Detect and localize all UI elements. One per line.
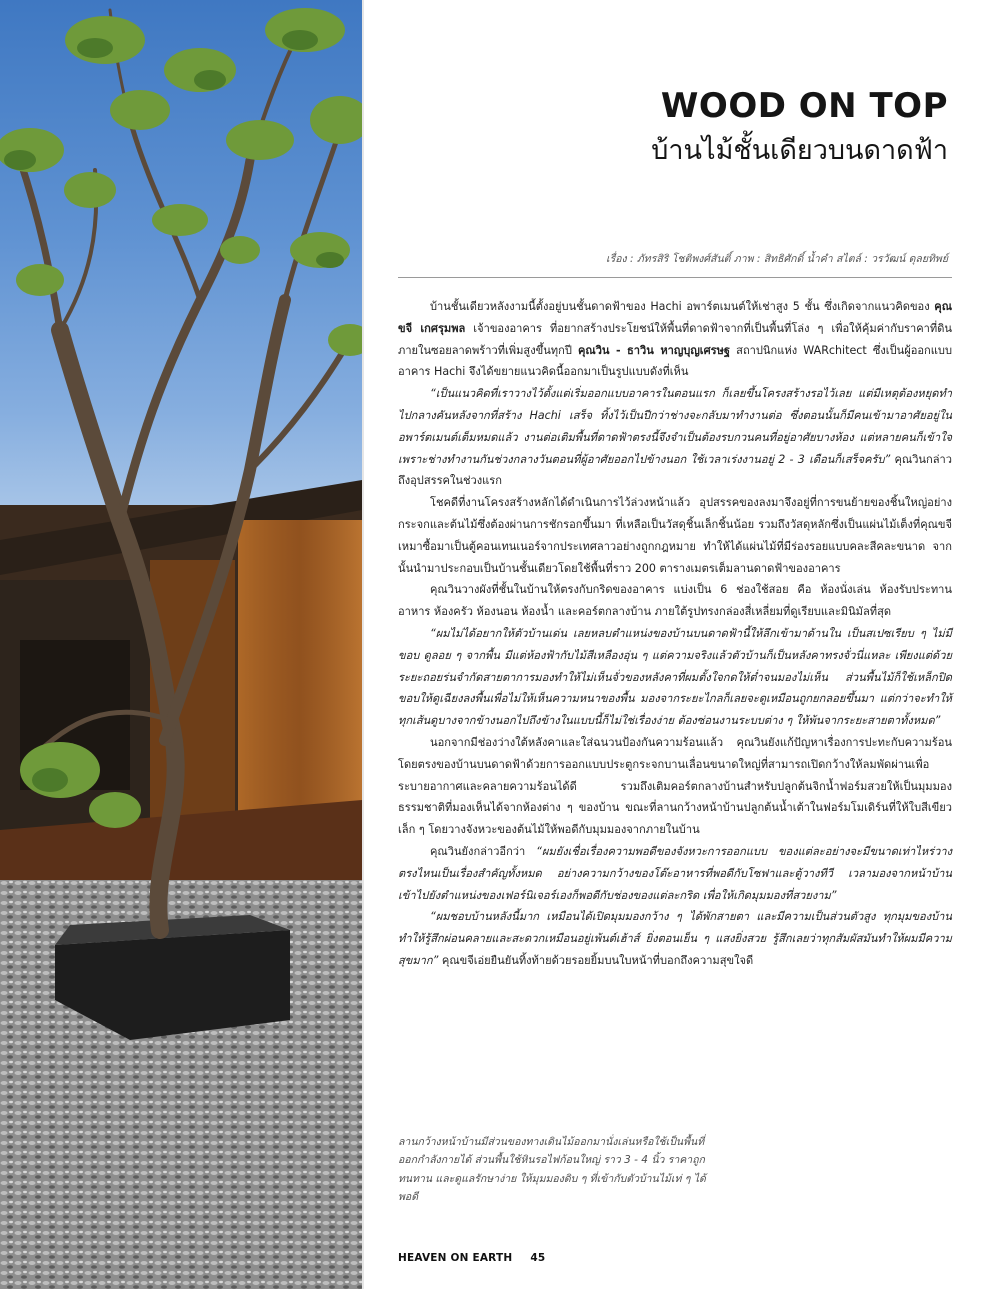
paragraph-text: สถาปนิกแห่ง WARchitect ซึ่งเป็นผู้ออกแบบอาคาร Hachi จึงได้ขยายแนวคิดนี้ออกมาเป็นรูปแบบดังที่เห็น [398, 343, 953, 379]
feature-photo [0, 0, 362, 1289]
page-number: 45 [530, 1252, 546, 1264]
article-body [398, 296, 952, 972]
paragraph-text: คุณวินกล่าวถึงอุปสรรคในช่วงแรก [398, 452, 952, 488]
paragraph-6: นอกจากมีช่องว่างใต้หลังคาและใส่ฉนวนป้องกันความร้อนแล้ว คุณวินยังแก้ปัญหาเรื่องการปะทะกับความร้อนโดยตรงของบ้านบนดาดฟ้าด้วยการออกแบบประตูกระจกบานเลื่อนขนาดใหญ่ที่สามารถเปิดกว้างให้ลมพัดผ่านเพื่อระบายอากาศและคลายความร้อนได้ดี รวมถึงเติมคอร์ตกลางบ้านสำหรับปลูกต้นจิกน้ำฟอร์มสวยให้เป็นมุมมองธรรมชาติที่มองเห็นได้จากห้องต่าง ๆ ของบ้าน ขณะที่ลานกว้างหน้าบ้านปลูกต้นน้ำเต้าในฟอร์มโมเดิร์นที่ให้ใบสีเขียวเล็ก ๆ โดยวางจังหวะของต้นไม้ให้พอดีกับมุมมองจากภายในบ้าน [398, 735, 952, 837]
article-subtitle: บ้านไม้ชั้นเดียวบนดาดฟ้า [651, 135, 948, 166]
photo-caption: ลานกว้างหน้าบ้านมีส่วนของทางเดินไม้ออกมานั่งเล่นหรือใช้เป็นพื้นที่ออกกำลังกายได้ ส่วนพื้นใช้หินรอไฟก้อนใหญ่ ราว 3 - 4 นิ้ว ราคาถูก ทนทาน และดูแลรักษาง่าย ให้มุมมองดิบ ๆ ที่เข้ากับตัวบ้านไม้เท่ ๆ ได้พอดี [398, 1136, 706, 1204]
paragraph-text: คุณขจีเอ่ยยืนยันทิ้งท้ายด้วยรอยยิ้มบนใบหน้าที่บอกถึงความสุขใจดี [438, 953, 754, 967]
article-title: WOOD ON TOP [660, 86, 948, 126]
paragraph-7 [398, 841, 952, 906]
quote-text: “ผมชอบบ้านหลังนี้มาก เหมือนได้เปิดมุมมองกว้าง ๆ ได้พักสายตา และมีความเป็นส่วนตัวสูง ทุกมุมของบ้านทำให้รู้สึกผ่อนคลายและสะดวกเหมือนอยู่เพ้นต์เฮ้าส์ ยิ่งตอนเย็น ๆ แสงยิ่งสวย รู้สึกเลยว่าทุกสัมผัสมันทำให้ผมมีความสุขมาก” [398, 910, 952, 967]
tree-on-rooftop-illustration [0, 0, 362, 1289]
paragraph-8 [398, 906, 952, 971]
paragraph-5: “ผมไม่ได้อยากให้ตัวบ้านเด่น เลยหลบตำแหน่งของบ้านบนดาดฟ้านี้ให้ลึกเข้ามาด้านใน เป็นสเปซเรียบ ๆ ไม่มีขอบ ดูลอย ๆ จากพื้น มีแต่ห้องฟ้ากับไม้สีเหลืองอุ่น ๆ แต่ความจริงแล้วตัวบ้านก็เป็นหลังคาทรงจั่วนี่แหละ เพียงแต่ด้วยระยะถอยร่นจำกัดสายตาการมองทำให้ไม่เห็นจั่วของหลังคาที่ผมตั้งใจกดให้ต่ำจนมองไม่เห็น ส่วนพื้นไม้ก็ใช้เหล็กปิดขอบให้ดูเฉียงลงพื้นเพื่อไม่ให้เห็นความหนาของพื้น มองจากระยะไกลก็เลยจะดูเหมือนถูกยกลอยขึ้นมา แต่กว่าจะทำให้ทุกเส้นดูบางจากข้างนอกไปถึงข้างในแบบนี้ก็ไม่ใช่เรื่องง่าย ต้องซ่อนงานระบบต่าง ๆ ให้พ้นจากระยะสายตาทั้งหมด” [398, 626, 952, 728]
owner-name: คุณขจี เกศรุมพล [398, 300, 952, 335]
paragraph-text: คุณวินยังกล่าวอีกว่า [430, 844, 537, 858]
page-footer [398, 1252, 545, 1264]
paragraph-4: คุณวินวางผังที่ชั้นในบ้านให้ตรงกับกริดของอาคาร แบ่งเป็น 6 ช่องใช้สอย คือ ห้องนั่งเล่น ห้องรับประทานอาหาร ห้องครัว ห้องนอน ห้องน้ำ และคอร์ตกลางบ้าน ภายใต้รูปทรงกล่องสี่เหลี่ยมที่ดูเรียบและมินิมัลที่สุด [398, 583, 952, 619]
paragraph-3: โชคดีที่งานโครงสร้างหลักได้ดำเนินการไว้ล่วงหน้าแล้ว อุปสรรคของลงมาจึงอยู่ที่การขนย้ายของชิ้นใหญ่อย่างกระจกและต้นไม้ซึ่งต้องผ่านการชักรอกขึ้นมา ที่เหลือเป็นวัสดุชิ้นเล็กชิ้นน้อย รวมถึงวัสดุหลักซึ่งเป็นแผ่นไม้เต็งที่คุณขจีเหมาซื้อมาเป็นตู้คอนเทนเนอร์จากประเทศลาวอย่างถูกกฎหมาย ทำให้ได้แผ่นไม้ที่มีร่องรอยแบบคละสีคละขนาด จากนั้นนำมาประกอบเป็นบ้านชั้นเดียวโดยใช้พื้นที่ราว 200 ตารางเมตรเต็มลานดาดฟ้าของอาคาร [398, 496, 952, 575]
paragraph-1 [398, 296, 952, 383]
quote-text: “เป็นแนวคิดที่เราวางไว้ตั้งแต่เริ่มออกแบบอาคารในตอนแรก ก็เลยขึ้นโครงสร้างรอไว้เลย แต่มีเหตุต้องหยุดทำไปกลางคันหลังจากที่สร้าง Hachi เสร็จ ทิ้งไว้เป็นปีกว่าช่างจะกลับมาทำงานต่อ ซึ่งตอนนั้นก็มีคนเข้ามาอาศัยอยู่ในอพาร์ตเมนต์เต็มหมดแล้ว งานต่อเติมพื้นที่ดาดฟ้าตรงนี้จึงจำเป็นต้องรบกวนคนที่อยู่อาศัยบางห้อง แต่หลายคนก็เข้าใจ เพราะช่างทำงานกันช่วงกลางวันตอนที่ผู้อาศัยออกไปข้างนอก ใช้เวลาเร่งงานอยู่ 2 - 3 เดือนก็เสร็จครับ” [398, 387, 952, 466]
byline-credits: เรื่อง : ภัทรสิริ โชติพงศ์สันติ์ ภาพ : สิทธิศักดิ์ น้ำคำ สไตล์ : วรวัฒน์ ดุลยทิพย์ [606, 253, 948, 265]
paragraph-2 [398, 383, 952, 492]
paragraph-text: เจ้าของอาคาร ที่อยากสร้างประโยชน์ให้พื้นที่ดาดฟ้าจากที่เป็นพื้นที่โล่ง ๆ เพื่อให้คุ้มค่ากับราคาที่ดินภายในซอยลาดพร้าวที่เพิ่มสูงขึ้นทุกปี [398, 321, 952, 357]
architect-name: คุณวิน - ธาวิน หาญบุญเศรษฐ [577, 343, 731, 357]
header-rule [398, 277, 952, 278]
magazine-section-name: HEAVEN ON EARTH [398, 1252, 513, 1264]
photo-divider [362, 0, 364, 1289]
quote-text: “ผมยังเชื่อเรื่องความพอดีของจังหวะการออกแบบ ของแต่ละอย่างจะมีขนาดเท่าไหร่วางตรงไหนเป็นเรื่องสำคัญทั้งหมด อย่างความกว้างของโต๊ะอาหารที่พอดีกับโซฟาและตู้วางทีวี เวลามองจากหน้าบ้านเข้าไปยังตำแหน่งของเฟอร์นิเจอร์เองก็พอดีกับช่องของแต่ละกริด เพื่อให้เกิดมุมมองที่สวยงาม” [398, 844, 952, 902]
paragraph-text: บ้านชั้นเดียวหลังงามนี้ตั้งอยู่บนชั้นดาดฟ้าของ Hachi อพาร์ตเมนต์ให้เช่าสูง 5 ชั้น ซึ่งเกิดจากแนวคิดของ [430, 300, 935, 313]
